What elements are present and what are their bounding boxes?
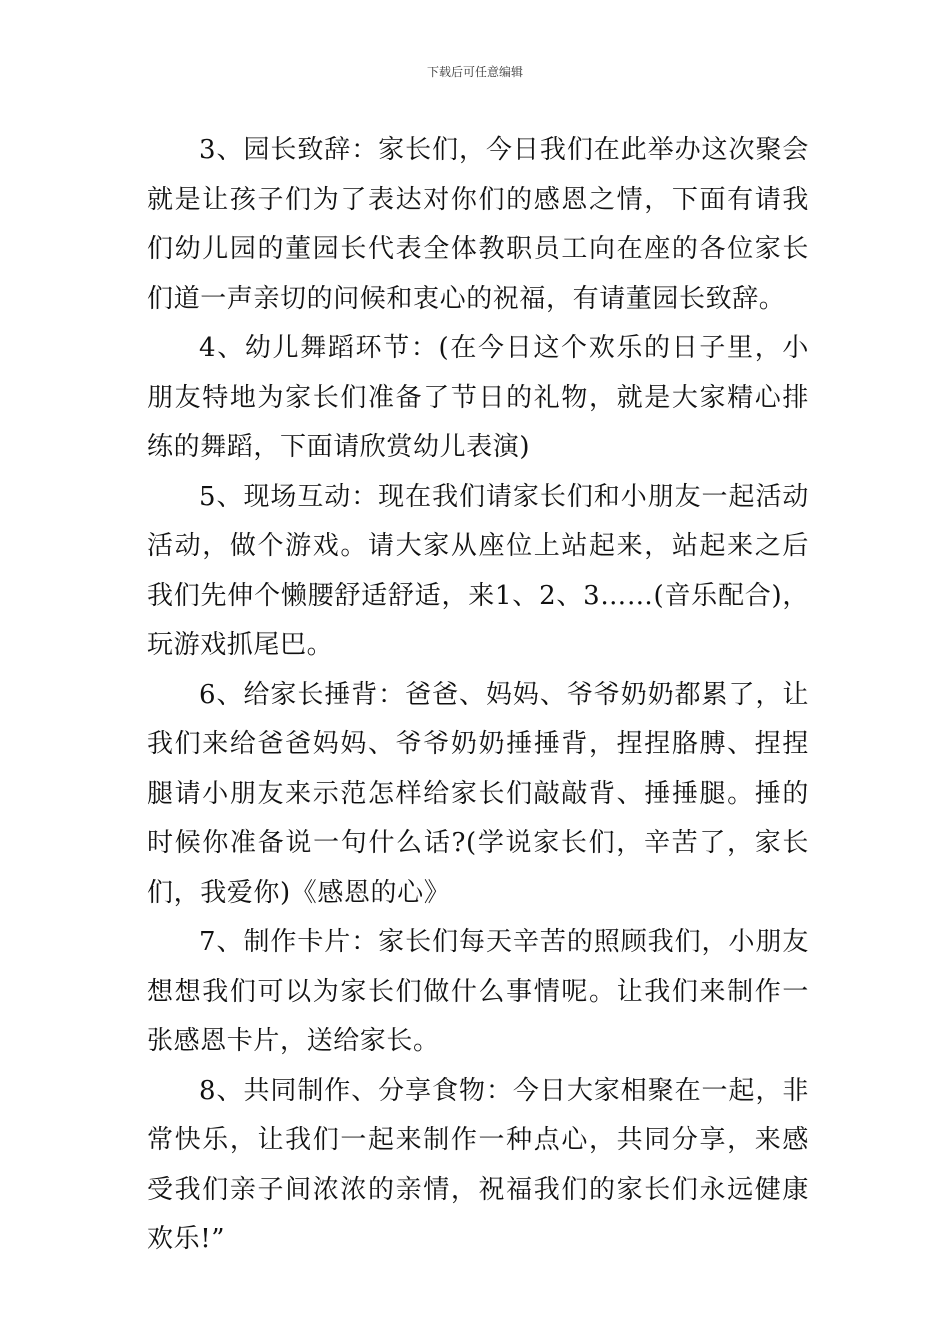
paragraph-item-8: 8、共同制作、分享食物：今日大家相聚在一起，非常快乐，让我们一起来制作一种点心，共同分享，来感受我们亲子间浓浓的亲情，祝福我们的家长们永远健康欢乐!” <box>147 1075 809 1254</box>
paragraph-item-3: 3、园长致辞：家长们，今日我们在此举办这次聚会就是让孩子们为了表达对你们的感恩之情，下面有请我们幼儿园的董园长代表全体教职员工向在座的各位家长们道一声亲切的问候和衷心的祝福，有请董园长致辞。 <box>147 135 809 314</box>
paragraph-item-5: 5、现场互动：现在我们请家长们和小朋友一起活动活动，做个游戏。请大家从座位上站起来，站起来之后我们先伸个懒腰舒适舒适，来1、2、3……(音乐配合)，玩游戏抓尾巴。 <box>147 481 809 660</box>
document-body <box>147 126 809 1265</box>
paragraph-item-7: 7、制作卡片：家长们每天辛苦的照顾我们，小朋友想想我们可以为家长们做什么事情呢。让我们来制作一张感恩卡片，送给家长。 <box>147 927 809 1056</box>
paragraph-item-6: 6、给家长捶背：爸爸、妈妈、爷爷奶奶都累了，让我们来给爸爸妈妈、爷爷奶奶捶捶背，捏捏胳膊、捏捏腿请小朋友来示范怎样给家长们敲敲背、捶捶腿。捶的时候你准备说一句什么话?(学说家长们，辛苦了，家长们，我爱你)《感恩的心》 <box>147 679 809 908</box>
page-header: 下载后可任意编辑 <box>426 65 523 79</box>
paragraph-item-4: 4、幼儿舞蹈环节：(在今日这个欢乐的日子里，小朋友特地为家长们准备了节日的礼物，就是大家精心排练的舞蹈，下面请欣赏幼儿表演) <box>147 333 809 462</box>
